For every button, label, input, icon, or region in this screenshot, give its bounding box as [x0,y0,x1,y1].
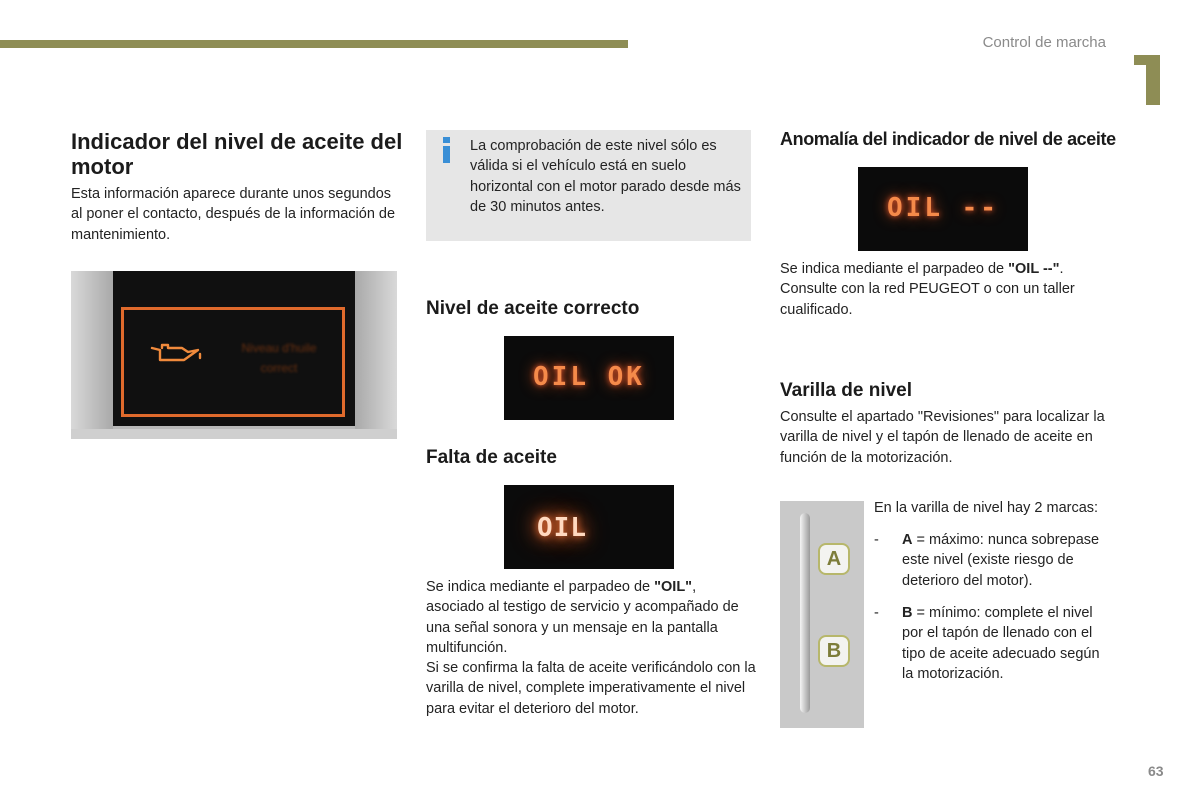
section-title: Control de marcha [982,34,1106,51]
correct-level-heading: Nivel de aceite correcto [426,298,640,319]
list-bullet: - [874,605,879,621]
cluster-text-line-2: correct [260,361,298,375]
dipstick-image [780,501,864,728]
oil-dash-text: OIL -- [887,193,999,223]
dipstick-text: Consulte el apartado "Revisiones" para localizar la varilla de nivel y el tapón de llenado de aceite en función de la motorización. [780,409,1105,466]
cluster-display-panel [121,307,345,417]
cluster-text-line-1: Niveau d'huile [241,341,317,355]
anomaly-heading: Anomalía del indicador de nivel de aceite [780,129,1116,149]
oil-low-display [504,485,674,569]
mark-a-icon: A [818,543,850,575]
low-oil-text: Se indica mediante el parpadeo de "OIL", asociado al testigo de servicio y acompañado de una señal sonora y un mensaje en la pantalla multifunción. Si se confirma la falta de aceite verificándolo con la varilla de nivel, complete imperativamente el nivel para evitar el deterioro del motor. [426,579,756,717]
dipstick-intro: En la varilla de nivel hay 2 marcas: [874,500,1099,516]
instrument-cluster-image [71,271,397,439]
chapter-number-badge [1134,55,1160,105]
anomaly-text: Se indica mediante el parpadeo de "OIL --". Consulte con la red PEUGEOT o con un taller cualificado. [780,261,1075,318]
info-icon [440,137,454,163]
oil-ok-display [504,336,674,420]
header-rule [0,40,628,48]
dipstick-heading: Varilla de nivel [780,380,913,401]
mark-a-item: A = máximo: nunca sobrepase este nivel (existe riesgo de deterioro del motor). [902,532,1100,589]
list-bullet: - [874,532,879,548]
mark-b-icon: B [818,635,850,667]
page-number: 63 [1148,763,1164,779]
page-title: Indicador del nivel de aceite del motor [71,129,403,179]
oil-text: OIL [537,513,587,543]
low-oil-heading: Falta de aceite [426,447,557,468]
intro-text: Esta información aparece durante unos segundos al poner el contacto, después de la información de mantenimiento. [71,186,396,243]
info-text: La comprobación de este nivel sólo es válida si el vehículo está en suelo horizontal con el motor parado desde más de 30 minutos antes. [470,138,741,215]
oil-anomaly-display [858,167,1028,251]
oil-can-icon [148,340,204,366]
oil-ok-text: OIL OK [533,362,645,392]
mark-b-item: B = mínimo: complete el nivel por el tapón de llenado con el tipo de aceite adecuado según la motorización. [902,605,1100,682]
